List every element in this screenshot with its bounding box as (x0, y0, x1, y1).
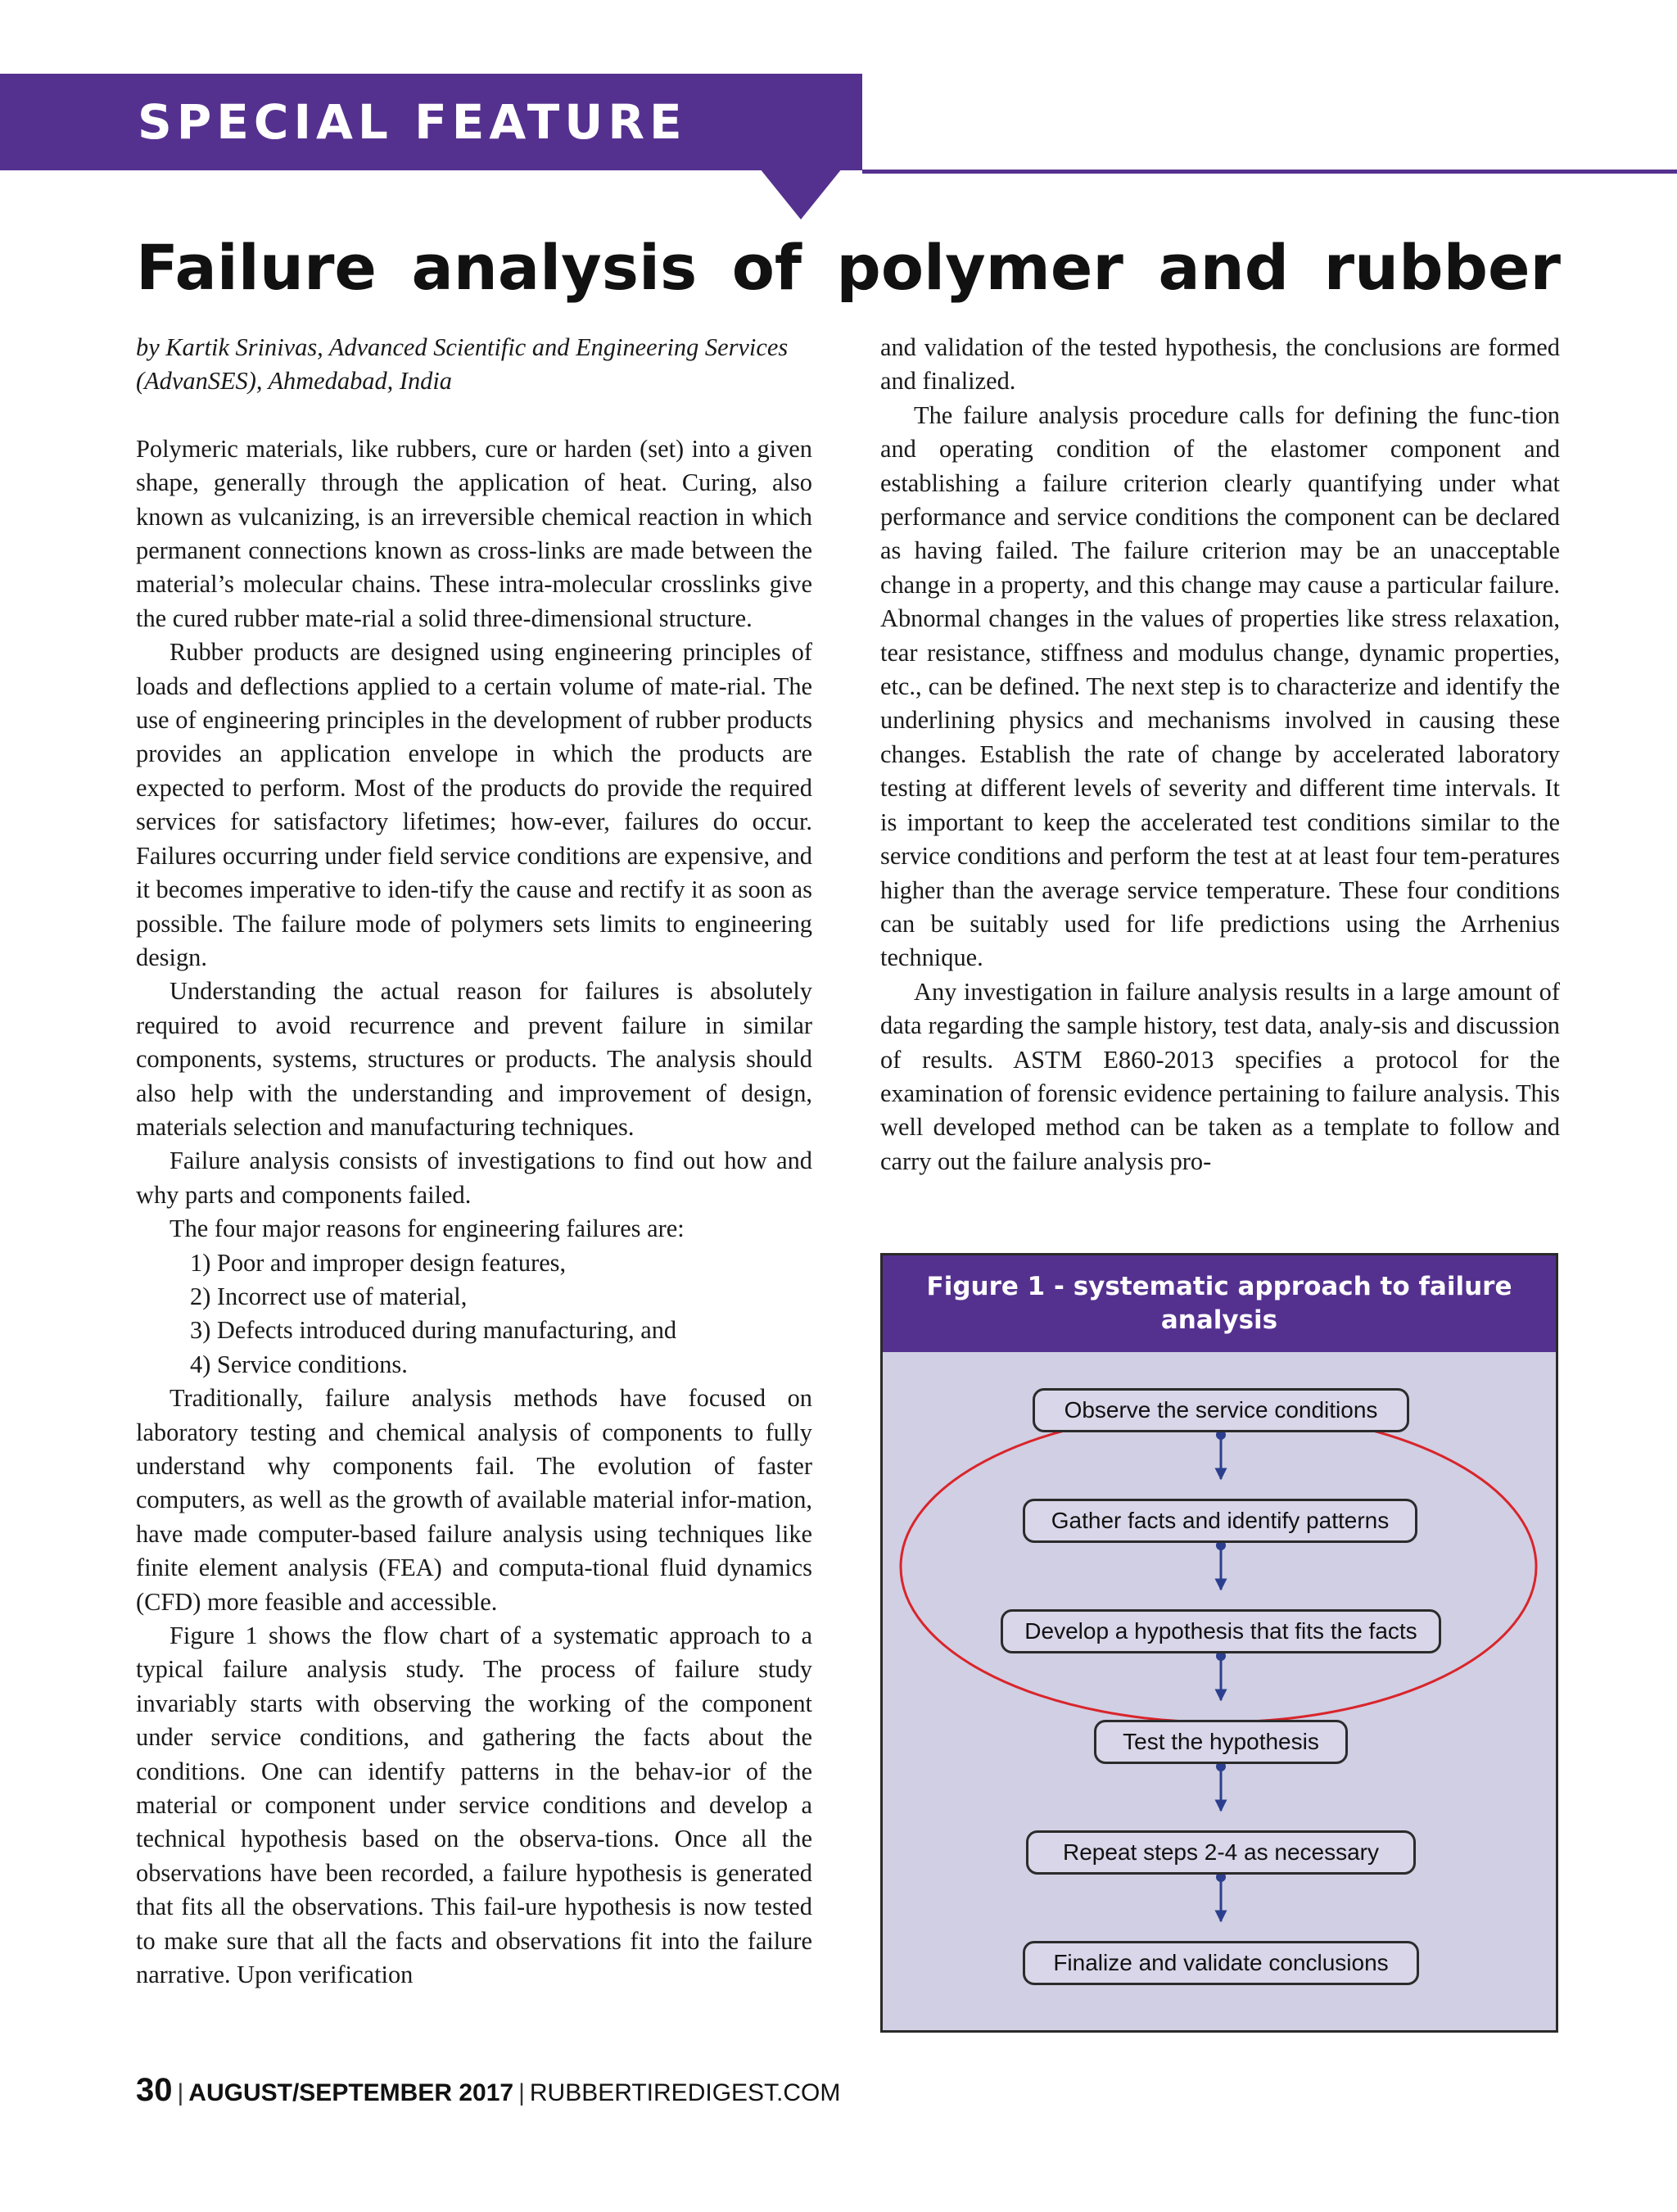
flow-connectors (883, 1352, 1556, 2030)
list-item: 3) Defects introduced during manufacturing, and (190, 1316, 677, 1345)
flow-step-2: Gather facts and identify patterns (1023, 1499, 1417, 1543)
page-number: 30 (136, 2072, 173, 2108)
page-footer (136, 2072, 840, 2109)
flow-step-1: Observe the service conditions (1033, 1388, 1409, 1432)
loop-ellipse (901, 1411, 1536, 1722)
list-item: 1) Poor and improper design features, (190, 1248, 567, 1277)
connector-4 (1216, 1762, 1226, 1811)
banner-pointer (760, 169, 842, 219)
figure-header (883, 1255, 1556, 1352)
flow-step-3: Develop a hypothesis that fits the facts (1001, 1609, 1441, 1653)
paragraph: Rubber products are designed using engineering principles of loads and deflections applied to a certain volume of mate-rial. The use of engineering principles in the development of rubber products provides an application envelope in which the products are expected to perform. Most of the products do provide the required services for satisfactory lifetimes; how-ever, failures do occur. Failures occurring under field service conditions are expensive, and it becomes imperative to iden-tify the cause and rectify it as soon as possible. The failure mode of polymers sets limits to engineering design. (136, 638, 812, 971)
flow-step-5: Repeat steps 2-4 as necessary (1026, 1830, 1416, 1875)
list-item: 2) Incorrect use of material, (190, 1282, 468, 1310)
paragraph: Any investigation in failure analysis results in a large amount of data regarding the sample history, test data, analy-sis and discussion of results. ASTM E860-2013 specifies a protocol for the examination of forensic evidence pertaining to failure analysis. This well developed method can be taken as a template to follow and carry out the failure analysis pro- (880, 977, 1560, 1175)
figure-title (907, 1270, 1531, 1337)
section-label: SPECIAL FEATURE (138, 94, 687, 150)
paragraph: The four major reasons for engineering failures are: (170, 1215, 685, 1243)
connector-1 (1216, 1430, 1226, 1479)
site-url: RUBBERTIREDIGEST.COM (529, 2079, 841, 2106)
article-title: Failure analysis of polymer and rubber (136, 231, 1561, 304)
paragraph: The failure analysis procedure calls for defining the func-tion and operating condition of the elastomer component and establishing a failure criterion clearly quantifying under what performance and service conditions the component can be declared as having failed. The failure criterion may be an unacceptable change in a property, and this change may cause a particular failure. Abnormal changes in the values of properties like stress relaxation, tear resistance, stiffness and modulus change, dynamic properties, etc., can be defined. The next step is to characterize and identify the underlining physics and mechanisms involved in causing these changes. Establish the rate of change by accelerated laboratory testing at different levels of severity and different time intervals. It is important to keep the accelerated test conditions similar to the service conditions and perform the test at at least four tem-peratures higher than the average service temperature. These four conditions can be suitably used for life predictions using the Arrhenius technique. (880, 400, 1560, 972)
footer-separator: | (518, 2079, 525, 2106)
flow-step-6: Finalize and validate conclusions (1023, 1941, 1419, 1985)
connector-3 (1216, 1651, 1226, 1700)
paragraph: Understanding the actual reason for failures is absolutely required to avoid recurrence and prevent failure in similar components, systems, structures or products. The analysis should also help with the understanding and improvement of design, materials selection and manufacturing techniques. (136, 977, 812, 1141)
paragraph: Figure 1 shows the flow chart of a systematic approach to a typical failure analysis study. The process of failure study invariably starts with observing the working of the component under service conditions, and gathering the facts about the conditions. One can identify patterns in the behav-ior of the material or component under service conditions and develop a technical hypothesis based on the observa-tions. Once all the observations have been recorded, a failure hypothesis is generated that fits all the observations. This fail-ure hypothesis is now tested to make sure that all the facts and observations fit into the failure narrative. Upon verification (136, 1622, 812, 1989)
paragraph: and validation of the tested hypothesis, the conclusions are formed and finalized. (880, 333, 1560, 396)
flow-chart (883, 1352, 1556, 2030)
left-column (136, 331, 812, 1993)
connector-5 (1216, 1872, 1226, 1921)
reasons-list (136, 1246, 812, 1382)
paragraph: Failure analysis consists of investigations to find out how and why parts and components failed. (136, 1147, 812, 1209)
figure-title-line-1: Figure 1 - systematic approach to failure (926, 1272, 1512, 1301)
list-item: 4) Service conditions. (190, 1350, 408, 1378)
flow-step-4: Test the hypothesis (1094, 1720, 1348, 1764)
figure-title-line-2: analysis (1160, 1305, 1278, 1335)
footer-separator: | (177, 2079, 184, 2106)
right-column (880, 331, 1560, 1178)
issue-date: AUGUST/SEPTEMBER 2017 (188, 2079, 514, 2106)
banner-rule (862, 170, 1677, 174)
connector-2 (1216, 1540, 1226, 1590)
byline: by Kartik Srinivas, Advanced Scientific and Engineering Services (AdvanSES), Ahmedabad, India (136, 333, 789, 396)
figure-1 (880, 1253, 1558, 2033)
paragraph: Polymeric materials, like rubbers, cure or harden (set) into a given shape, generally through the application of heat. Curing, also known as vulcanizing, is an irreversible chemical reaction in which permanent connections known as cross-links are made between the material’s molecular chains. These intra-molecular crosslinks give the cured rubber mate-rial a solid three-dimensional structure. (136, 434, 812, 632)
paragraph: Traditionally, failure analysis methods have focused on laboratory testing and chemical analysis of components to fully understand why components fail. The evolution of faster computers, as well as the growth of available material infor-mation, have made computer-based failure analysis using techniques like finite element analysis (FEA) and computa-tional fluid dynamics (CFD) more feasible and accessible. (136, 1384, 812, 1616)
